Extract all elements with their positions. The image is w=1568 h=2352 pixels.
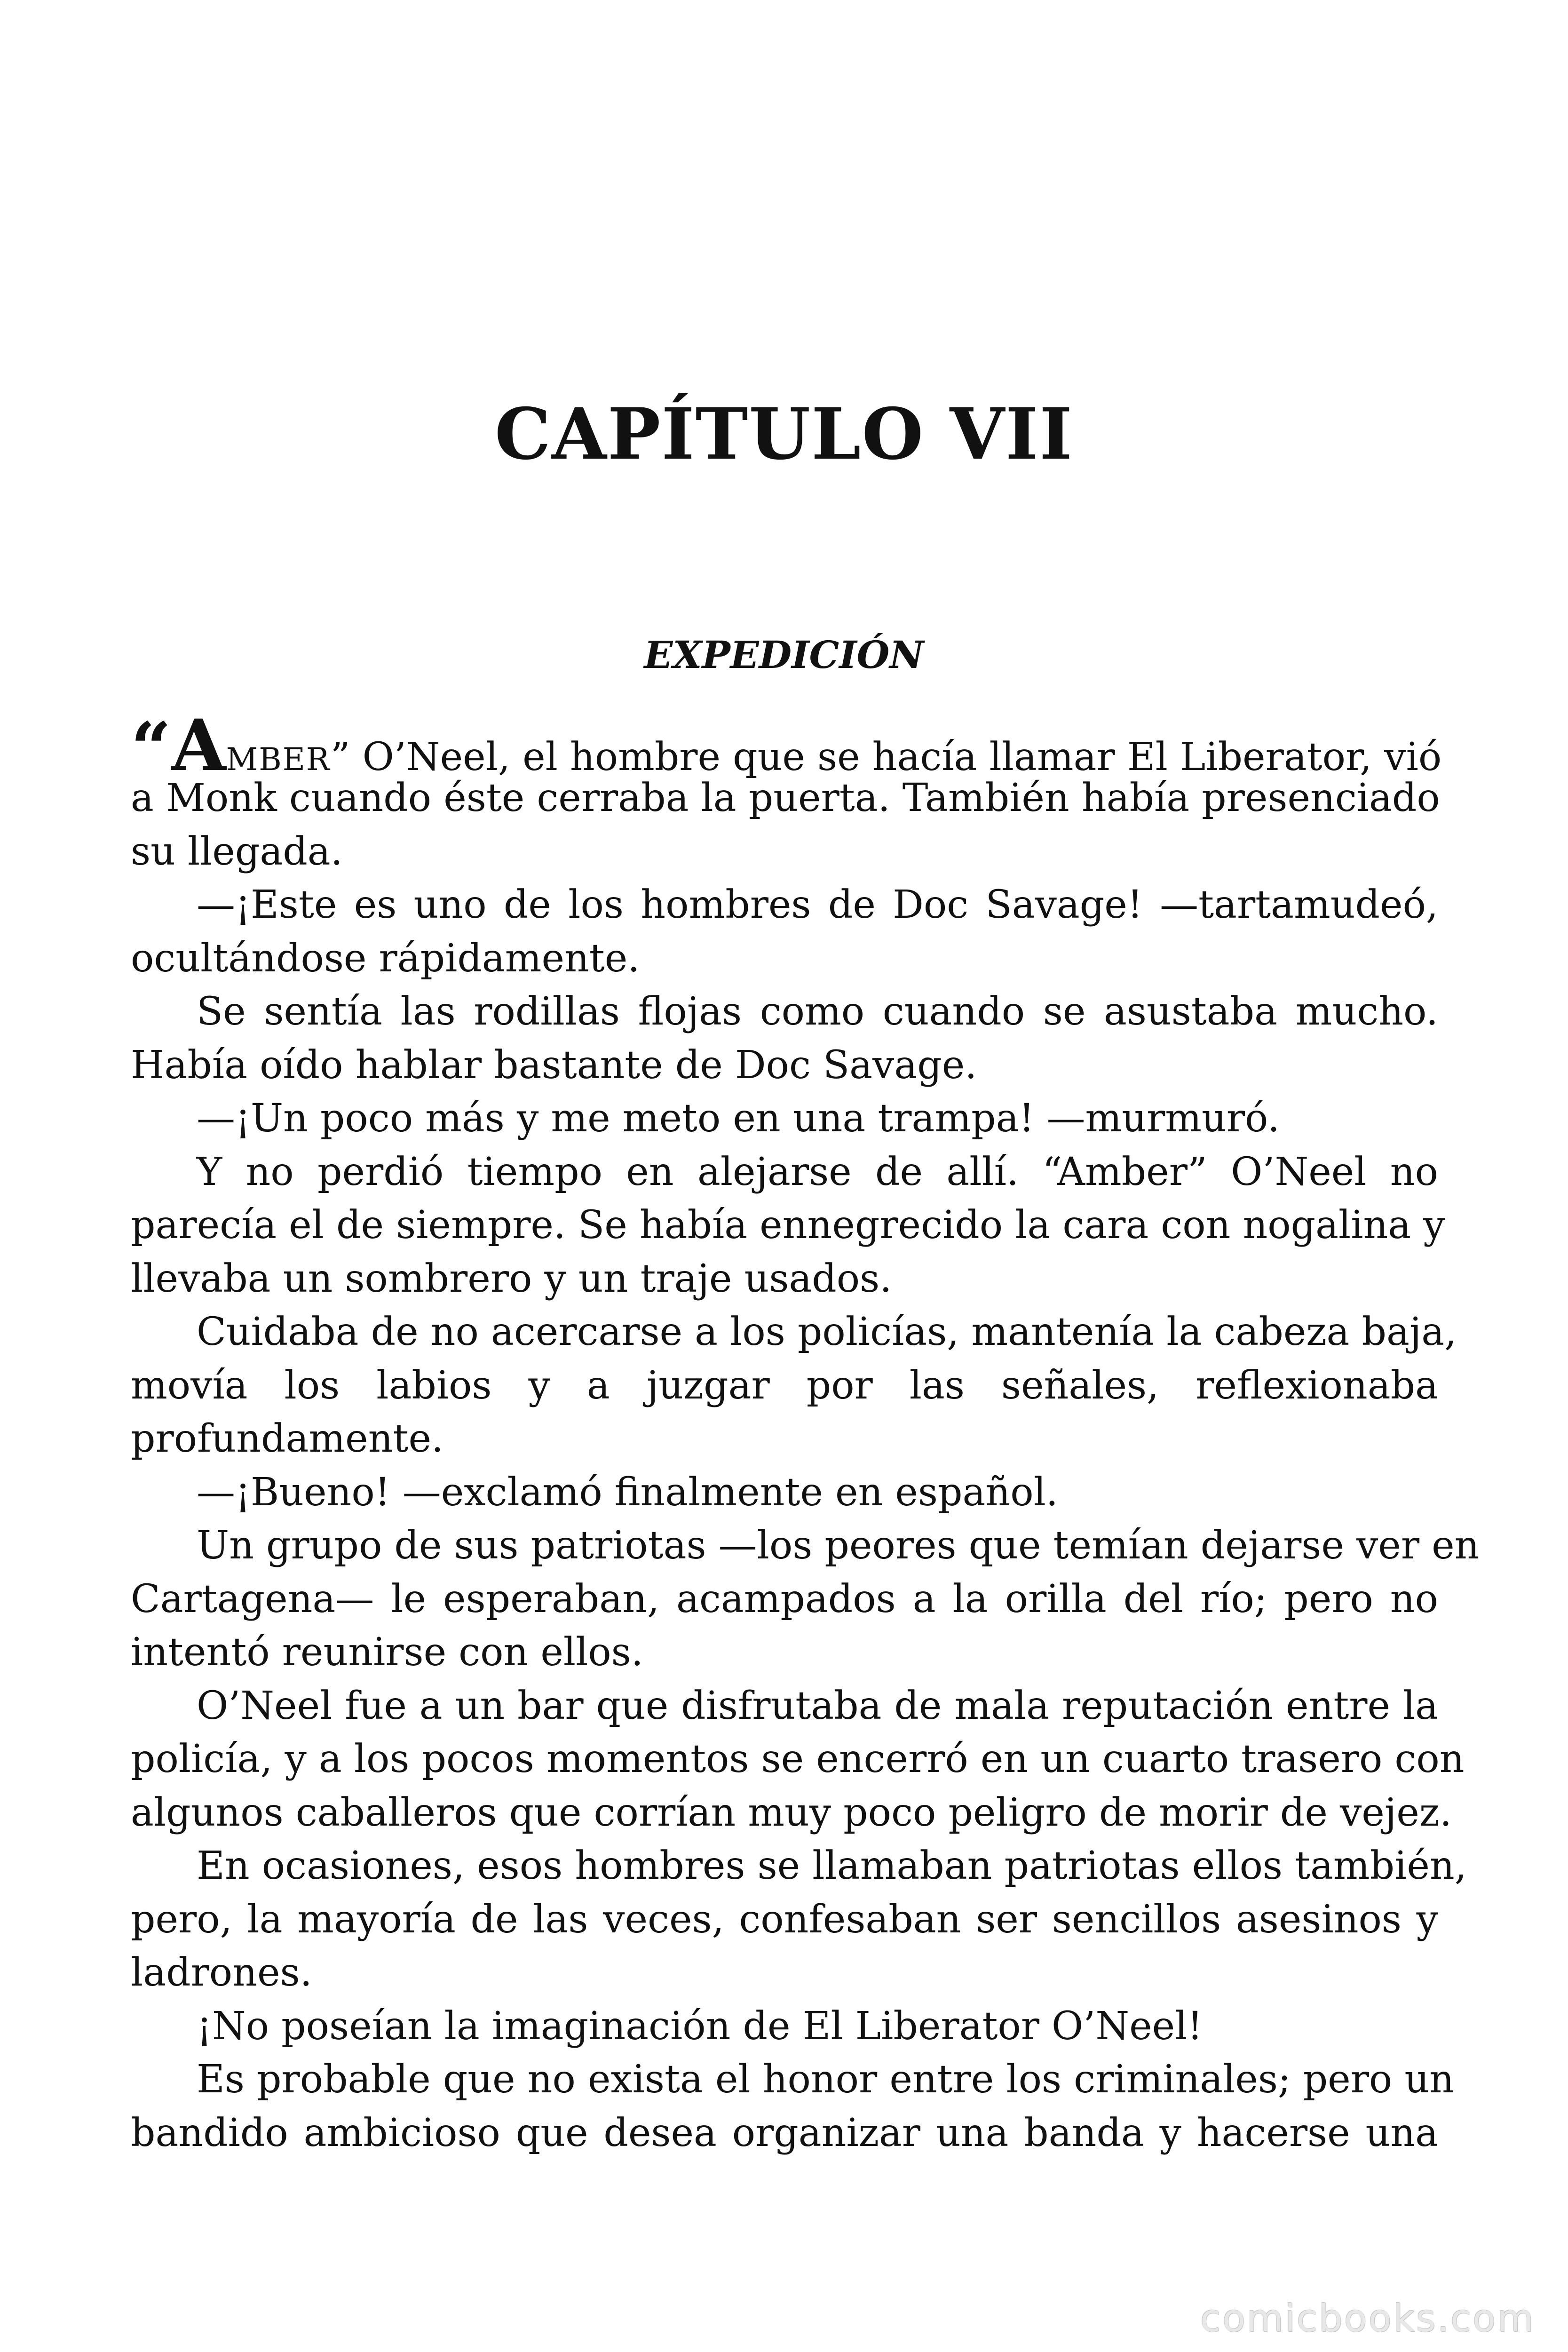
text-line: llevaba un sombrero y un traje usados. — [131, 1256, 892, 1301]
text-line: Cartagena— le esperaban, acampados a la orilla del río; pero no — [131, 1576, 1438, 1621]
text-line: Un grupo de sus patriotas —los peores que temían dejarse ver en — [197, 1523, 1480, 1568]
paragraph-lines — [131, 771, 1480, 2160]
text-line: Se sentía las rodillas flojas como cuando se asustaba mucho. — [197, 989, 1438, 1034]
opening-rest: ” O’Neel, el hombre que se hacía llamar El Liberator, vió — [330, 735, 1442, 779]
text-line: parecía el de siempre. Se había ennegrecido la cara con nogalina y — [131, 1203, 1445, 1248]
text-line: —¡Un poco más y me meto en una trampa! —murmuró. — [197, 1096, 1280, 1141]
drop-cap: A — [171, 704, 226, 787]
opening-line — [131, 704, 1442, 790]
text-line: ladrones. — [131, 1950, 312, 1995]
text-line: algunos caballeros que corrían muy poco peligro de morir de vejez. — [131, 1790, 1452, 1835]
text-line: movía los labios y a juzgar por las señales, reflexionaba — [131, 1363, 1438, 1408]
body-text — [131, 704, 1480, 2160]
text-line: intentó reunirse con ellos. — [131, 1630, 643, 1675]
text-line: profundamente. — [131, 1416, 444, 1461]
text-line: bandido ambicioso que desea organizar una banda y hacerse una — [131, 2110, 1438, 2155]
text-line: ¡No poseían la imaginación de El Liberator O’Neel! — [197, 2003, 1203, 2049]
text-line: En ocasiones, esos hombres se llamaban patriotas ellos también, — [197, 1843, 1467, 1888]
text-line: policía, y a los pocos momentos se encerró en un cuarto trasero con — [131, 1737, 1465, 1781]
text-line: a Monk cuando éste cerraba la puerta. También había presenciado — [131, 776, 1440, 820]
chapter-title: CAPÍTULO VII — [494, 393, 1074, 476]
text-line: ocultándose rápidamente. — [131, 936, 640, 981]
text-line: pero, la mayoría de las veces, confesaban ser sencillos asesinos y — [131, 1897, 1438, 1942]
text-line: Es probable que no exista el honor entre los criminales; pero un — [197, 2057, 1454, 2102]
section-title: EXPEDICIÓN — [644, 633, 924, 677]
text-line: Y no perdió tiempo en alejarse de allí. “Amber” O’Neel no — [197, 1149, 1438, 1194]
opening-quote-mark: “ — [131, 707, 172, 790]
text-line: O’Neel fue a un bar que disfrutaba de mala reputación entre la — [197, 1683, 1438, 1728]
watermark: comicbooks.com — [1200, 2296, 1535, 2340]
opening-small-caps: MBER — [226, 741, 331, 778]
text-line: —¡Este es uno de los hombres de Doc Savage! —tartamudeó, — [197, 882, 1438, 927]
text-line: —¡Bueno! —exclamó finalmente en español. — [197, 1470, 1058, 1515]
text-line: Había oído hablar bastante de Doc Savage. — [131, 1042, 977, 1088]
text-line: su llegada. — [131, 829, 343, 874]
text-line: Cuidaba de no acercarse a los policías, mantenía la cabeza baja, — [197, 1310, 1457, 1354]
